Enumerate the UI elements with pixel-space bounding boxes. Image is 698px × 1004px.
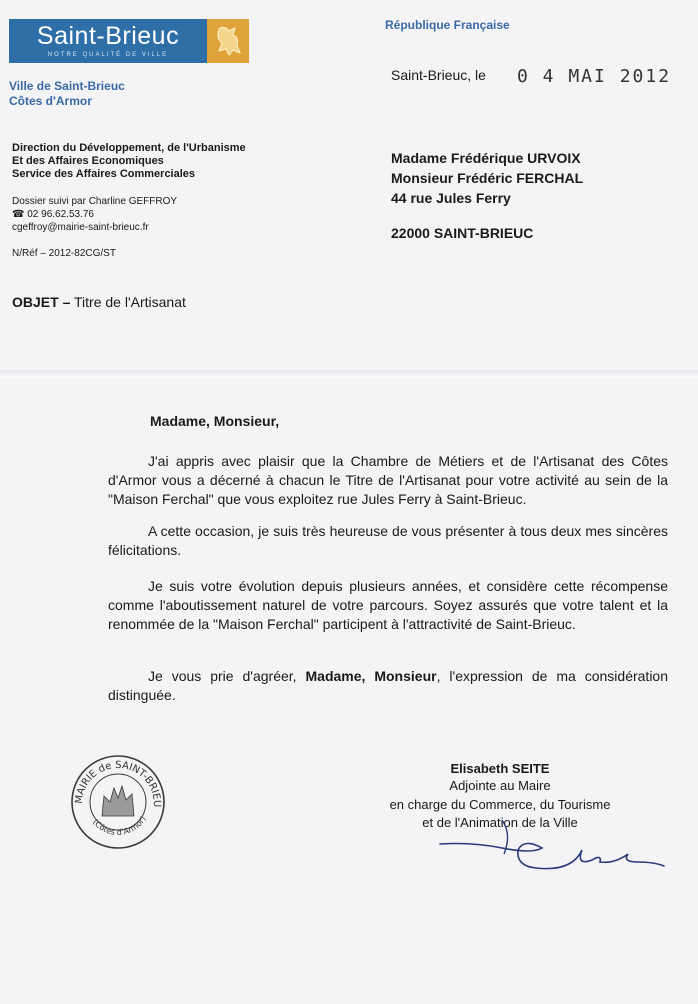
- signatory-role-2: en charge du Commerce, du Tourisme: [389, 797, 611, 812]
- handwritten-signature: [432, 814, 672, 878]
- recipient-line-2: Monsieur Frédéric FERCHAL: [391, 170, 584, 186]
- recipient-line-3: 44 rue Jules Ferry: [391, 190, 511, 206]
- republic-label: République Française: [385, 18, 510, 32]
- paragraph-1: J'ai appris avec plaisir que la Chambre de Métiers et de l'Artisanat des Côtes d'Armor vous a décerné à chacun le Titre de l'Artisanat pour votre activité au sein de la "Maison Ferchal" que vous exploitez rue Jules Ferry à Saint-Brieuc.: [108, 453, 668, 507]
- signatory-name: Elisabeth SEITE: [450, 761, 550, 776]
- signatory-role-1: Adjointe au Maire: [449, 778, 551, 793]
- sender-dept-2: Et des Affaires Economiques: [12, 155, 164, 167]
- svg-text:(Côtes d'Armor): [91, 815, 148, 837]
- subject-text: Titre de l'Artisanat: [74, 294, 186, 310]
- city-seal-stamp: [68, 752, 168, 852]
- signatory-role-3: et de l'Animation de la Ville: [422, 815, 578, 830]
- file-followed-by: Dossier suivi par Charline GEFFROY: [12, 196, 178, 207]
- heraldic-lion-icon: [207, 19, 249, 63]
- date-place: Saint-Brieuc, le: [391, 67, 486, 83]
- recipient-line-4: 22000 SAINT-BRIEUC: [391, 225, 534, 241]
- paragraph-2: A cette occasion, je suis très heureuse de vous présenter à tous deux mes sincères félicitations.: [108, 523, 668, 558]
- paragraph-3: Je suis votre évolution depuis plusieurs années, et considère cette récompense comme l'aboutissement naturel de votre parcours. Soyez assurés que votre talent et la renommée de la "Maison Ferchal" participent à l'attractivité de Saint-Brieuc.: [108, 578, 668, 632]
- email-address: cgeffroy@mairie-saint-brieuc.fr: [12, 222, 149, 233]
- seal-top-text: MAIRIE de SAINT-BRIEU: [73, 759, 163, 808]
- city-logo: [9, 19, 249, 63]
- phone-number: ☎ 02 96.62.53.76: [12, 209, 94, 220]
- seal-bottom-text: (Côtes d'Armor): [90, 814, 148, 837]
- logo-tagline: NOTRE QUALITÉ DE VILLE: [47, 52, 169, 58]
- sender-dept-3: Service des Affaires Commerciales: [12, 168, 196, 180]
- city-name: Ville de Saint-Brieuc: [9, 79, 125, 93]
- sender-dept-1: Direction du Développement, de l'Urbanisme: [12, 142, 246, 154]
- paper-fold: [0, 370, 698, 378]
- logo-name: Saint-Brieuc: [36, 22, 180, 50]
- closing-bold: Madame, Monsieur: [305, 668, 437, 684]
- recipient-line-1: Madame Frédérique URVOIX: [391, 150, 581, 166]
- subject-label: OBJET –: [12, 294, 71, 310]
- department-name: Côtes d'Armor: [9, 94, 92, 108]
- salutation: Madame, Monsieur,: [150, 413, 280, 429]
- subject-line: [12, 294, 186, 310]
- reference-number: N/Réf – 2012-82CG/ST: [12, 248, 116, 259]
- paragraph-4: Je vous prie d'agréer, Madame, Monsieur, l'expression de ma considération distinguée.: [108, 668, 668, 703]
- date-stamp: 0 4 MAI 2012: [517, 66, 672, 87]
